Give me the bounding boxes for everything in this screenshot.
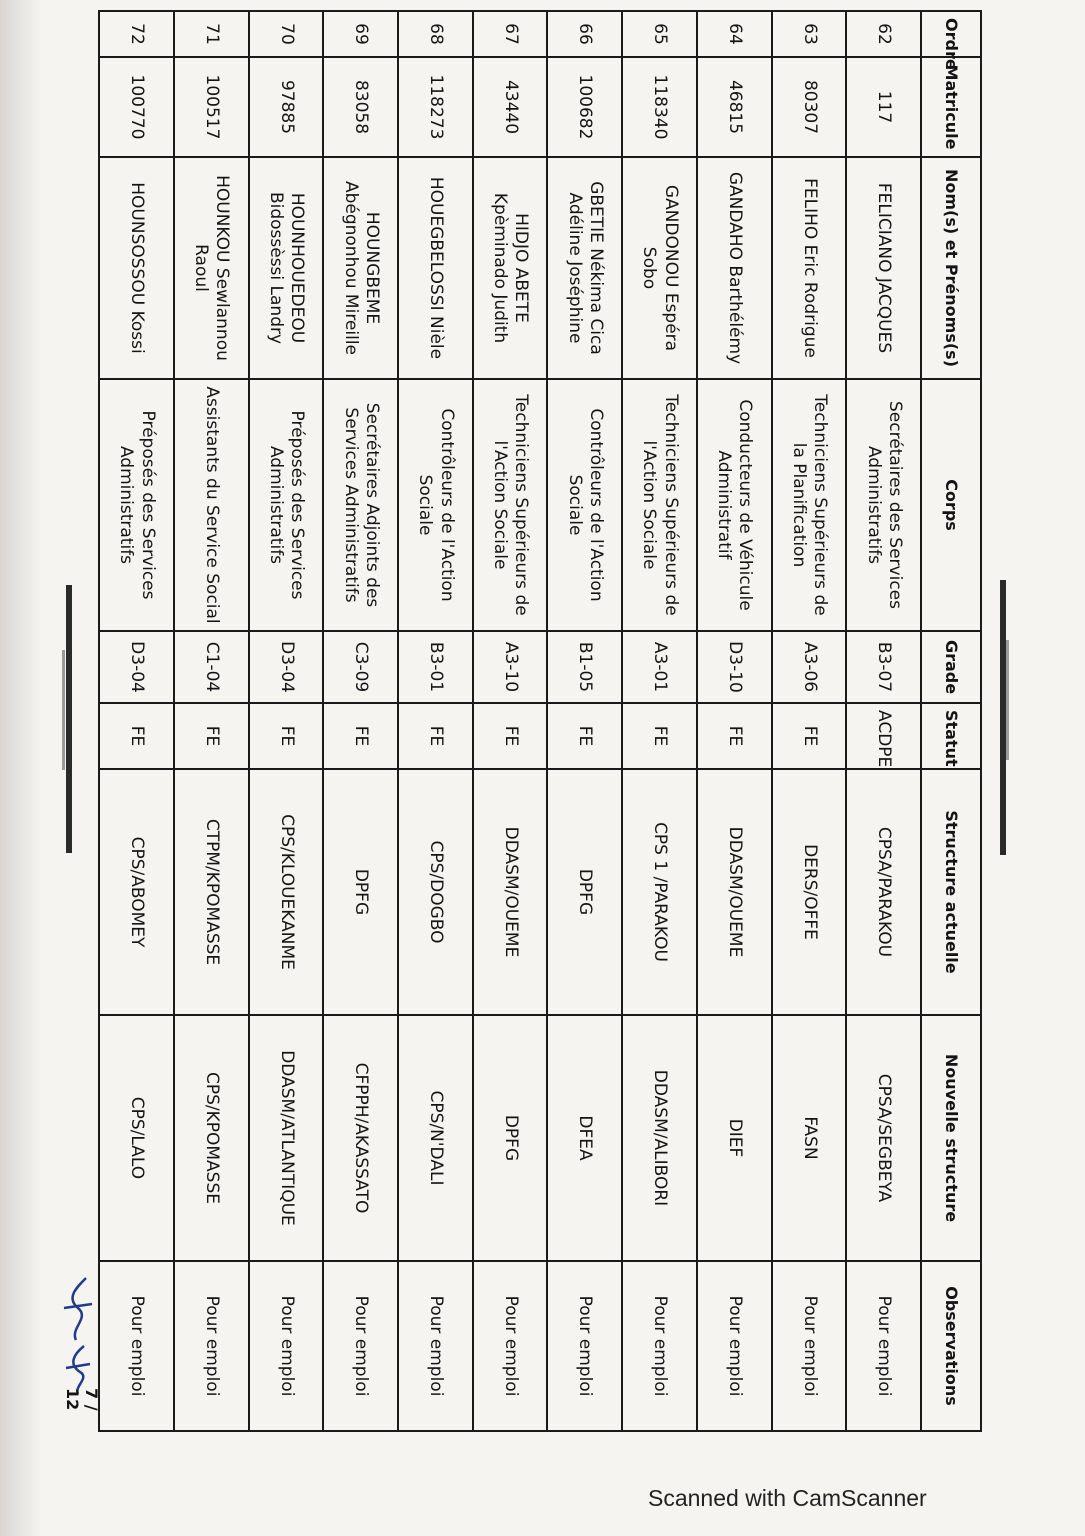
cell-nom: FELICIANO JACQUES bbox=[846, 157, 921, 379]
col-header-nouvelle-structure: Nouvelle structure bbox=[921, 1015, 981, 1261]
cell-ordre: 72 bbox=[99, 11, 174, 57]
table-row bbox=[323, 11, 398, 1431]
cell-nouvelle-structure: CPS/N'DALI bbox=[398, 1015, 473, 1261]
cell-observations: Pour emploi bbox=[473, 1261, 548, 1431]
cell-structure-actuelle: CPS 1 /PARAKOU bbox=[622, 769, 697, 1015]
cell-grade: B3-01 bbox=[398, 631, 473, 703]
cell-matricule: 100517 bbox=[174, 57, 249, 157]
cell-observations: Pour emploi bbox=[622, 1261, 697, 1431]
cell-structure-actuelle: DDASM/OUEME bbox=[473, 769, 548, 1015]
cell-corps: Techniciens Supérieurs de l'Action Sociale bbox=[622, 379, 697, 631]
cell-ordre: 66 bbox=[547, 11, 622, 57]
cell-structure-actuelle: CPS/DOGBO bbox=[398, 769, 473, 1015]
cell-observations: Pour emploi bbox=[174, 1261, 249, 1431]
cell-matricule: 97885 bbox=[249, 57, 324, 157]
cell-ordre: 64 bbox=[697, 11, 772, 57]
cell-statut: FE bbox=[473, 703, 548, 769]
cell-matricule: 46815 bbox=[697, 57, 772, 157]
cell-corps: Contrôleurs de l'Action Sociale bbox=[547, 379, 622, 631]
binding-mark-left-faint bbox=[62, 650, 65, 770]
cell-matricule: 100770 bbox=[99, 57, 174, 157]
cell-matricule: 80307 bbox=[772, 57, 847, 157]
document-page bbox=[98, 10, 982, 1430]
cell-nom: HOUNHOUEDEOU Bidossèssi Landry bbox=[249, 157, 324, 379]
cell-matricule: 100682 bbox=[547, 57, 622, 157]
cell-nom: GBETIE Nékima Cica Adéline Joséphine bbox=[547, 157, 622, 379]
cell-nouvelle-structure: FASN bbox=[772, 1015, 847, 1261]
cell-observations: Pour emploi bbox=[99, 1261, 174, 1431]
cell-ordre: 68 bbox=[398, 11, 473, 57]
cell-observations: Pour emploi bbox=[547, 1261, 622, 1431]
cell-matricule: 43440 bbox=[473, 57, 548, 157]
cell-nouvelle-structure: DPFG bbox=[473, 1015, 548, 1261]
cell-nouvelle-structure: DDASM/ALIBORI bbox=[622, 1015, 697, 1261]
cell-grade: B3-07 bbox=[846, 631, 921, 703]
staff-assignment-table bbox=[98, 10, 982, 1432]
cell-corps: Secrétaires des Services Administratifs bbox=[846, 379, 921, 631]
cell-matricule: 118273 bbox=[398, 57, 473, 157]
cell-observations: Pour emploi bbox=[697, 1261, 772, 1431]
scan-edge-shadow bbox=[0, 0, 42, 1536]
col-header-nom: Nom(s) et Prénoms(s) bbox=[921, 157, 981, 379]
table-row bbox=[772, 11, 847, 1431]
cell-grade: D3-04 bbox=[249, 631, 324, 703]
cell-nom: FELIHO Eric Rodrigue bbox=[772, 157, 847, 379]
cell-grade: C1-04 bbox=[174, 631, 249, 703]
cell-nom: GANDAHO Barthélémy bbox=[697, 157, 772, 379]
cell-nouvelle-structure: CPS/KPOMASSE bbox=[174, 1015, 249, 1261]
cell-grade: C3-09 bbox=[323, 631, 398, 703]
table-row bbox=[697, 11, 772, 1431]
cell-matricule: 83058 bbox=[323, 57, 398, 157]
cell-statut: FE bbox=[174, 703, 249, 769]
cell-nouvelle-structure: CPSA/SEGBEYA bbox=[846, 1015, 921, 1261]
cell-nouvelle-structure: CFPPH/AKASSATO bbox=[323, 1015, 398, 1261]
cell-ordre: 62 bbox=[846, 11, 921, 57]
cell-corps: Secrétaires Adjoints des Services Administratifs bbox=[323, 379, 398, 631]
cell-statut: FE bbox=[249, 703, 324, 769]
table-row bbox=[547, 11, 622, 1431]
cell-corps: Techniciens Supérieurs de la Planification bbox=[772, 379, 847, 631]
cell-grade: D3-04 bbox=[99, 631, 174, 703]
cell-nouvelle-structure: DIEF bbox=[697, 1015, 772, 1261]
cell-ordre: 67 bbox=[473, 11, 548, 57]
cell-grade: A3-06 bbox=[772, 631, 847, 703]
cell-structure-actuelle: CTPM/KPOMASSE bbox=[174, 769, 249, 1015]
cell-corps: Préposés des Services Administratifs bbox=[249, 379, 324, 631]
cell-structure-actuelle: DPFG bbox=[323, 769, 398, 1015]
col-header-structure-actuelle: Structure actuelle bbox=[921, 769, 981, 1015]
table-row bbox=[846, 11, 921, 1431]
table-row bbox=[249, 11, 324, 1431]
cell-nouvelle-structure: DDASM/ATLANTIQUE bbox=[249, 1015, 324, 1261]
col-header-corps: Corps bbox=[921, 379, 981, 631]
cell-structure-actuelle: DERS/OFFE bbox=[772, 769, 847, 1015]
cell-statut: FE bbox=[323, 703, 398, 769]
col-header-grade: Grade bbox=[921, 631, 981, 703]
cell-nom: HOUNGBEME Abégnonhou Mireille bbox=[323, 157, 398, 379]
cell-observations: Pour emploi bbox=[249, 1261, 324, 1431]
cell-structure-actuelle: CPS/ABOMEY bbox=[99, 769, 174, 1015]
col-header-observations: Observations bbox=[921, 1261, 981, 1431]
cell-statut: FE bbox=[398, 703, 473, 769]
cell-corps: Conducteurs de Véhicule Administratif bbox=[697, 379, 772, 631]
cell-matricule: 118340 bbox=[622, 57, 697, 157]
table-header-row bbox=[921, 11, 981, 1431]
col-header-ordre: Ordre bbox=[921, 11, 981, 57]
cell-structure-actuelle: CPSA/PARAKOU bbox=[846, 769, 921, 1015]
col-header-matricule: Matricule bbox=[921, 57, 981, 157]
rotated-table-container bbox=[98, 10, 982, 1430]
cell-statut: FE bbox=[547, 703, 622, 769]
cell-observations: Pour emploi bbox=[398, 1261, 473, 1431]
cell-structure-actuelle: DPFG bbox=[547, 769, 622, 1015]
binding-mark-right-faint bbox=[1006, 640, 1009, 760]
cell-grade: A3-01 bbox=[622, 631, 697, 703]
cell-nouvelle-structure: DFEA bbox=[547, 1015, 622, 1261]
cell-nom: HOUEGBELOSSI Nièle bbox=[398, 157, 473, 379]
cell-nouvelle-structure: CPS/LALO bbox=[99, 1015, 174, 1261]
cell-corps: Préposés des Services Administratifs bbox=[99, 379, 174, 631]
cell-ordre: 63 bbox=[772, 11, 847, 57]
table-row bbox=[622, 11, 697, 1431]
col-header-statut: Statut bbox=[921, 703, 981, 769]
cell-nom: GANDONOU Espéra Sobo bbox=[622, 157, 697, 379]
cell-structure-actuelle: CPS/KLOUEKANME bbox=[249, 769, 324, 1015]
cell-nom: HOUNKOU Sewlannou Raoul bbox=[174, 157, 249, 379]
cell-observations: Pour emploi bbox=[846, 1261, 921, 1431]
cell-matricule: 117 bbox=[846, 57, 921, 157]
binding-mark-left bbox=[66, 585, 72, 853]
cell-grade: D3-10 bbox=[697, 631, 772, 703]
cell-nom: HOUNSOSSOU Kossi bbox=[99, 157, 174, 379]
cell-structure-actuelle: DDASM/OUEME bbox=[697, 769, 772, 1015]
table-row bbox=[99, 11, 174, 1431]
cell-ordre: 69 bbox=[323, 11, 398, 57]
table-row bbox=[174, 11, 249, 1431]
cell-corps: Techniciens Supérieurs de l'Action Sociale bbox=[473, 379, 548, 631]
cell-observations: Pour emploi bbox=[772, 1261, 847, 1431]
page-number: 7 / 12 bbox=[63, 1388, 101, 1411]
cell-statut: FE bbox=[697, 703, 772, 769]
cell-corps: Contrôleurs de l'Action Sociale bbox=[398, 379, 473, 631]
cell-corps: Assistants du Service Social bbox=[174, 379, 249, 631]
cell-statut: ACDPE bbox=[846, 703, 921, 769]
cell-observations: Pour emploi bbox=[323, 1261, 398, 1431]
cell-statut: FE bbox=[99, 703, 174, 769]
cell-ordre: 65 bbox=[622, 11, 697, 57]
table-row bbox=[473, 11, 548, 1431]
cell-statut: FE bbox=[772, 703, 847, 769]
cell-ordre: 71 bbox=[174, 11, 249, 57]
cell-grade: B1-05 bbox=[547, 631, 622, 703]
cell-grade: A3-10 bbox=[473, 631, 548, 703]
cell-ordre: 70 bbox=[249, 11, 324, 57]
table-row bbox=[398, 11, 473, 1431]
cell-nom: HIDJO ABETE Kpèminado Judith bbox=[473, 157, 548, 379]
cell-statut: FE bbox=[622, 703, 697, 769]
camscanner-watermark: Scanned with CamScanner bbox=[648, 1485, 927, 1511]
